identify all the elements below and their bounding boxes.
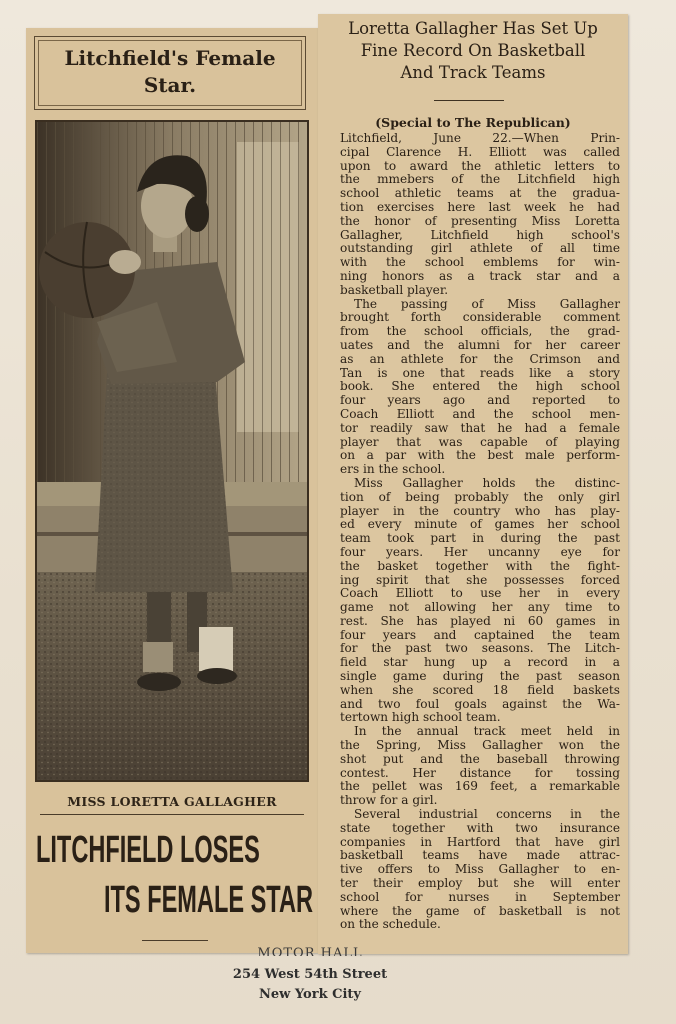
article-line: Gallagher, Litchfield high school's xyxy=(340,227,620,242)
article-line: tive offers to Miss Gallagher to en- xyxy=(340,862,620,877)
article-line: Tan is one that reads like a story xyxy=(340,365,620,380)
article-dateline: (Special to The Republican) xyxy=(375,115,571,130)
article-line: on the schedule. xyxy=(340,917,441,932)
article-line: as an athlete for the Crimson and xyxy=(340,351,620,366)
headline-line-2: ITS FEMALE STAR xyxy=(104,879,313,921)
article-body xyxy=(340,132,620,932)
article-line: The passing of Miss Gallagher xyxy=(354,296,620,311)
article-line: contest. Her distance for tossing xyxy=(340,765,620,780)
headline-line-1: LITCHFIELD LOSES xyxy=(36,829,260,871)
article-line: book. She entered the high school xyxy=(340,379,620,394)
article-line: In the annual track meet held in xyxy=(354,724,620,739)
article-line: from the school officials, the grad- xyxy=(340,324,620,339)
article-line: tion of being probably the only girl xyxy=(340,489,620,504)
article-line: school athletic teams at the gradua- xyxy=(340,186,620,201)
article-line: ning honors as a track star and a xyxy=(340,268,620,283)
article-line: Miss Gallagher holds the distinc- xyxy=(354,475,620,490)
article-line: school for nurses in September xyxy=(340,889,620,904)
article-line: team took part in during the past xyxy=(340,531,620,546)
article-line: Coach Elliott and the school men- xyxy=(340,406,620,421)
article-line: brought forth considerable comment xyxy=(340,310,620,325)
article-line: on a par with the best male perform- xyxy=(340,448,620,463)
article-line: four years and captained the team xyxy=(340,627,620,642)
partially-covered-heading: MOTOR HALL xyxy=(257,946,363,956)
article-line: ers in the school. xyxy=(340,462,446,477)
article-line: basketball teams have made attrac- xyxy=(340,848,620,863)
article-line: the mmebers of the Litchfield high xyxy=(340,172,620,187)
article-line: the basket together with the fight- xyxy=(340,558,620,573)
article-line: state together with two insurance xyxy=(340,820,620,835)
article-line: tertown high school team. xyxy=(340,710,501,725)
article-line: upon to award the athletic letters to xyxy=(340,158,620,173)
article-line: tor readily saw that he had a female xyxy=(340,420,620,435)
article-line: rest. She has played ni 60 games in xyxy=(340,613,620,628)
article-line: where the game of basketball is not xyxy=(340,903,620,918)
article-line: the Spring, Miss Gallagher won the xyxy=(340,738,620,753)
article-line: companies in Hartford that have girl xyxy=(340,834,620,849)
article-line: outstanding girl athlete of all time xyxy=(340,241,620,256)
article-line: when she scored 18 field baskets xyxy=(340,682,620,697)
article-line: cipal Clarence H. Elliott was called xyxy=(340,144,620,159)
article-line: four years ago and reported to xyxy=(340,393,620,408)
article-line: for the past two seasons. The Litch- xyxy=(340,641,620,656)
photo-title: Litchfield's Female Star. xyxy=(64,46,276,97)
article-line: basketball player. xyxy=(340,282,449,297)
article-headline-divider xyxy=(434,100,504,101)
article-line: shot put and the baseball throwing xyxy=(340,751,620,766)
article-line: four years. Her uncanny eye for xyxy=(340,544,620,559)
photo-caption: MISS LORETTA GALLAGHER xyxy=(67,794,277,809)
headline-divider xyxy=(142,940,208,941)
article-line: tion exercises here last week he had xyxy=(340,199,620,214)
player-photo-image xyxy=(37,122,307,780)
address-street: 254 West 54th Street xyxy=(232,967,388,982)
article-line: Litchfield, June 22.—When Prin- xyxy=(340,131,620,145)
article-line: player in the country who has play- xyxy=(340,503,620,518)
address-city: New York City xyxy=(259,987,361,1002)
article-line: ter their employ but she will enter xyxy=(340,876,620,891)
article-line: the pellet was 169 feet, a remarkable xyxy=(340,779,620,794)
article-line: field star hung up a record in a xyxy=(340,655,620,670)
article-line: and two foul goals against the Wa- xyxy=(340,696,620,711)
article-clipping xyxy=(318,14,628,954)
article-line: ing spirit that she possesses forced xyxy=(340,572,620,587)
article-line: uates and the alumni for her career xyxy=(340,337,620,352)
photo-clipping xyxy=(26,28,318,953)
article-headline: Loretta Gallagher Has Set Up Fine Record On Basketball And Track Teams xyxy=(348,19,598,82)
article-line: single game during the past season xyxy=(340,669,620,684)
caption-divider xyxy=(40,814,304,815)
title-box xyxy=(34,36,306,110)
article-line: player that was capable of playing xyxy=(340,434,620,449)
article-line: throw for a girl. xyxy=(340,793,438,808)
article-line: the honor of presenting Miss Loretta xyxy=(340,213,620,228)
article-line: Coach Elliott to use her in every xyxy=(340,586,620,601)
player-photo xyxy=(35,120,309,782)
article-line: with the school emblems for win- xyxy=(340,255,620,270)
article-line: Several industrial concerns in the xyxy=(354,807,620,822)
article-line: ed every minute of games her school xyxy=(340,517,620,532)
article-line: game not allowing her any time to xyxy=(340,600,620,615)
